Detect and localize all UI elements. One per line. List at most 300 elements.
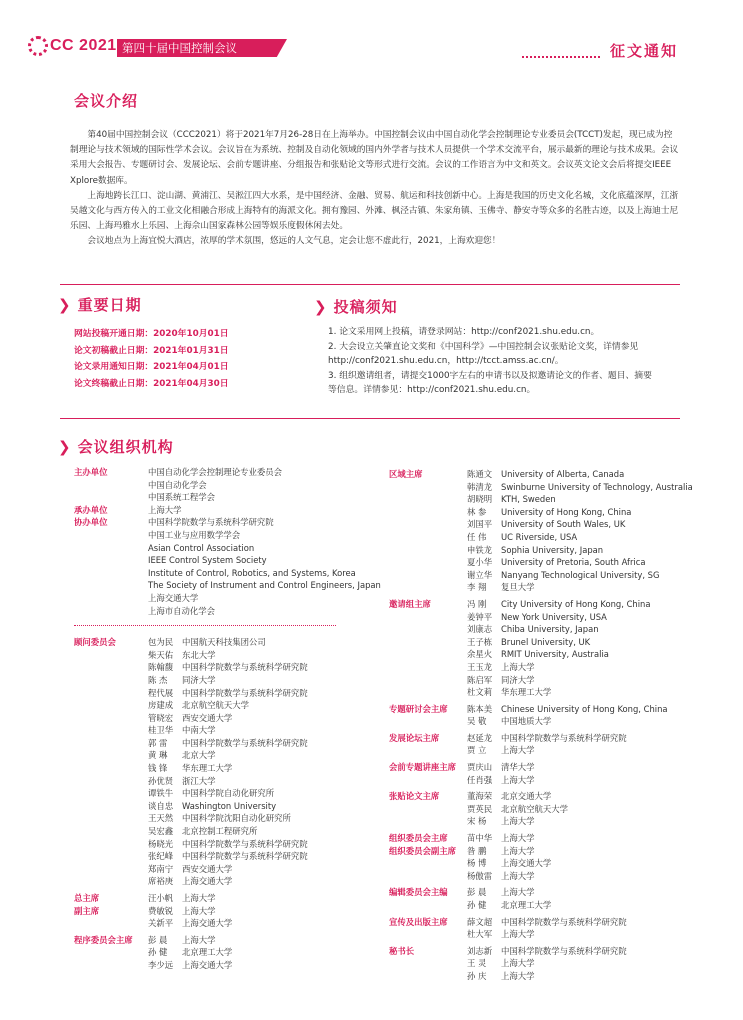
person-row [389, 468, 719, 481]
person-name: 谈自忠 [148, 800, 174, 811]
person-name: 孙 健 [148, 947, 168, 958]
person-affiliation: 华东理工大学 [501, 687, 552, 698]
person-row [74, 800, 374, 813]
role-label: 组织委员会副主席 [389, 845, 456, 856]
person-affiliation: 上海大学 [501, 958, 535, 969]
person-affiliation: 中国科学院数学与系统科学研究院 [501, 945, 627, 956]
person-name: 苗中华 [467, 833, 493, 844]
role-label: 程序委员会主席 [74, 934, 133, 945]
person-name: 陈通文 [467, 469, 493, 479]
logo-text: CC 2021 [50, 37, 117, 54]
role-label [74, 946, 148, 959]
person-row [389, 636, 719, 649]
person-name: 董海荣 [467, 791, 493, 802]
role-label: 总主席 [74, 893, 100, 903]
person-row [389, 899, 719, 912]
submission-list [328, 325, 658, 398]
person-affiliation: 上海大学 [182, 934, 216, 945]
dotted-divider [74, 625, 336, 626]
dotted-divider [522, 56, 600, 58]
person-name: 柴天佑 [148, 649, 174, 660]
person-affiliation: 复旦大学 [501, 582, 535, 593]
person-row [389, 715, 719, 728]
role-label [74, 649, 148, 662]
person-name: 程代展 [148, 687, 174, 698]
sponsor-name: The Society of Instrument and Control Engineers, Japan [148, 580, 381, 591]
person-name: 钱 锋 [148, 763, 168, 774]
person-name: 吴宏鑫 [148, 826, 174, 837]
person-name: 吴 敬 [467, 716, 487, 727]
person-affiliation: 上海大学 [501, 774, 535, 785]
sponsor-name: 中国自动化学会控制理论专业委员会 [148, 467, 282, 477]
person-row [389, 886, 719, 899]
person-affiliation: University of Pretoria, South Africa [501, 557, 646, 568]
role-label: 专题研讨会主席 [389, 703, 448, 714]
person-name: 汪小帆 [148, 893, 174, 903]
org-left-column [74, 466, 381, 976]
person-row [74, 946, 374, 959]
person-affiliation: 上海交通大学 [182, 959, 233, 970]
person-affiliation: 北京航空航天大学 [182, 700, 249, 711]
sponsor-name: 中国科学院数学与系统科学研究院 [148, 517, 274, 528]
person-name: 刘康志 [467, 624, 493, 635]
person-name: 席裕庚 [148, 876, 174, 887]
person-row [389, 815, 719, 828]
role-label [389, 556, 467, 569]
person-affiliation: Brunel University, UK [501, 636, 591, 647]
role-label: 组织委员会主席 [389, 833, 448, 844]
role-label [389, 493, 467, 506]
person-row [389, 732, 719, 745]
person-name: 谢立华 [467, 569, 493, 580]
person-row [389, 598, 719, 611]
role-label [389, 899, 467, 912]
person-row [74, 712, 374, 725]
person-row [74, 850, 374, 863]
role-label [389, 569, 467, 582]
page-header [0, 0, 743, 70]
intro-body [70, 128, 680, 250]
person-affiliation: 上海大学 [501, 870, 535, 881]
role-label [389, 870, 467, 883]
person-name: 关新平 [148, 918, 174, 929]
role-label [389, 531, 467, 544]
person-name: 王玉龙 [467, 661, 493, 672]
person-affiliation: Washington University [182, 800, 277, 811]
person-name: 王子栋 [467, 636, 493, 647]
intro-paragraph: 上海地跨长江口、淀山湖、黄浦江、吴淞江四大水系，是中国经济、金融、贸易、航运和科技创新中心。上海是我国的历史文化名城，文化底蕴深厚，江浙吴越文化与西方传入的工业文化相融合形成上海特有的海派文化。拥有豫园、外滩、枫泾古镇、朱家角镇、玉佛寺、静安寺等众多的名胜古迹，以及上海迪士尼乐园、上海玛雅水上乐园、上海佘山国家森林公园等娱乐度假休闲去处。 [70, 190, 679, 232]
person-affiliation: 北京理工大学 [182, 947, 233, 958]
person-name: 陈翰馥 [148, 662, 174, 673]
role-label [389, 774, 467, 787]
person-affiliation: 东北大学 [182, 649, 216, 660]
person-affiliation: Chinese University of Hong Kong, China [501, 703, 668, 714]
person-affiliation: New York University, USA [501, 611, 607, 622]
submission-item: 1. 论文采用网上投稿，请登录网站：http://conf2021.shu.edu.cn。 [328, 327, 600, 337]
person-name: 郑南宁 [148, 863, 174, 874]
person-name: 杨晓光 [148, 838, 174, 849]
person-affiliation: 北京交通大学 [501, 791, 552, 802]
person-affiliation: 上海大学 [501, 833, 535, 844]
role-label: 承办单位 [74, 504, 108, 515]
role-label: 顾问委员会 [74, 637, 116, 648]
date-item: 论文录用通知日期：2021年04月01日 [74, 362, 229, 373]
person-affiliation: University of Hong Kong, China [501, 506, 632, 517]
sponsor-row [74, 516, 374, 529]
person-name: 费敏锐 [148, 905, 174, 916]
person-affiliation: UC Riverside, USA [501, 531, 578, 542]
role-label [389, 518, 467, 531]
person-affiliation: 上海大学 [501, 970, 535, 981]
person-name: 张纪峰 [148, 851, 174, 862]
person-affiliation: City University of Hong Kong, China [501, 598, 651, 609]
person-name: 贾英民 [467, 803, 493, 814]
person-name: 林 参 [467, 506, 487, 517]
role-label [74, 812, 148, 825]
person-affiliation: 西安交通大学 [182, 712, 233, 723]
person-name: 彭 晨 [148, 934, 168, 945]
person-row [389, 774, 719, 787]
sponsor-name: IEEE Control System Society [148, 555, 267, 566]
person-row [389, 928, 719, 941]
sponsor-name: Asian Control Association [148, 542, 255, 553]
person-row [389, 744, 719, 757]
person-affiliation: 同济大学 [501, 674, 535, 685]
person-name: 任肖强 [467, 774, 493, 785]
person-affiliation: 同济大学 [182, 674, 216, 685]
person-affiliation: 中国科学院数学与系统科学研究院 [182, 838, 308, 849]
role-label [389, 611, 467, 624]
person-name: 夏小华 [467, 557, 493, 568]
submission-heading-text: 投稿须知 [333, 298, 398, 316]
chevron-right-icon: ❯ [58, 437, 72, 456]
person-affiliation: Swinburne University of Technology, Australia [501, 481, 693, 492]
role-label [74, 712, 148, 725]
person-affiliation: Sophia University, Japan [501, 544, 604, 555]
role-label [74, 687, 148, 700]
person-affiliation: KTH, Sweden [501, 494, 556, 505]
dates-list [74, 326, 229, 392]
person-name: 薛文超 [467, 916, 493, 927]
person-row [389, 686, 719, 699]
dates-heading-text: 重要日期 [77, 296, 142, 314]
person-row [74, 838, 374, 851]
role-label [389, 970, 467, 983]
role-label [389, 674, 467, 687]
intro-heading [74, 90, 138, 111]
person-row [389, 703, 719, 716]
person-name: 李少远 [148, 959, 174, 970]
person-affiliation: 中国航天科技集团公司 [182, 637, 266, 648]
org-heading [58, 436, 174, 457]
sponsor-name: 中国自动化学会 [148, 479, 207, 490]
person-row [389, 531, 719, 544]
sponsor-name: 中国工业与应用数学学会 [148, 529, 241, 540]
person-row [74, 892, 374, 905]
person-name: 余星火 [467, 649, 493, 660]
person-affiliation: 北京理工大学 [501, 900, 552, 910]
person-row [74, 724, 374, 737]
role-label [74, 542, 148, 555]
person-affiliation: 清华大学 [501, 762, 535, 773]
person-name: 贾庆山 [467, 762, 493, 773]
submission-item: 3. 组织邀请组者，请提交1000字左右的申请书以及拟邀请论文的作者、题目、摘要等信息。详情参见：http://conf2021.shu.edu.cn。 [328, 370, 652, 395]
person-name: 包为民 [148, 637, 174, 648]
role-label [389, 661, 467, 674]
org-heading-text: 会议组织机构 [77, 438, 174, 456]
person-name: 孙 健 [467, 900, 487, 910]
person-name: 陈启军 [467, 674, 493, 685]
person-name: 陈 杰 [148, 674, 168, 685]
person-affiliation: 华东理工大学 [182, 763, 233, 774]
person-row [74, 636, 374, 649]
person-row [74, 825, 374, 838]
person-name: 昝 鹏 [467, 845, 487, 856]
person-row [389, 623, 719, 636]
role-label: 发展论坛主席 [389, 732, 440, 743]
chevron-right-icon: ❯ [58, 295, 72, 314]
intro-heading-text: 会议介绍 [74, 92, 139, 110]
person-row [74, 649, 374, 662]
person-name: 杨傲雷 [467, 870, 493, 881]
person-affiliation: 北京大学 [182, 750, 216, 761]
role-label [74, 875, 148, 888]
submission-heading [314, 296, 398, 317]
person-row [389, 957, 719, 970]
role-label [74, 737, 148, 750]
person-name: 李 翔 [467, 582, 487, 593]
role-label [389, 803, 467, 816]
sponsor-row [74, 479, 374, 492]
person-affiliation: 北京航空航天大学 [501, 803, 568, 814]
person-affiliation: 中国科学院数学与系统科学研究院 [501, 916, 627, 927]
role-label [74, 749, 148, 762]
person-row [389, 674, 719, 687]
sponsor-row [74, 592, 374, 605]
intro-paragraph: 第40届中国控制会议（CCC2021）将于2021年7月26-28日在上海举办。中国控制会议由中国自动化学会控制理论专业委员会(TCCT)发起，现已成为控制理论与技术领域的国际性学术会议。会议旨在为系统、控制及自动化领域的国内外学者与技术人员提供一个学术交流平台，展示最新的理论与技术成果。会议采用大会报告、专题研讨会、发展论坛、会前专题讲座、分组报告和张贴论文等形式进行交流。会议的工作语言为中文和英文。会议英文论文会后将提交IEEE Xplore数据库。 [70, 130, 679, 186]
date-item: 论文终稿截止日期：2021年04月30日 [74, 378, 229, 389]
role-label: 编辑委员会主编 [389, 887, 448, 898]
person-affiliation: 上海交通大学 [182, 876, 233, 887]
person-row [74, 762, 374, 775]
role-label [74, 605, 148, 618]
role-label [74, 838, 148, 851]
role-label [74, 529, 148, 542]
sponsor-name: 中国系统工程学会 [148, 492, 215, 503]
person-affiliation: 中国科学院自动化研究所 [182, 788, 275, 799]
role-label [389, 506, 467, 519]
person-affiliation: 上海大学 [501, 661, 535, 672]
person-affiliation: 上海大学 [182, 905, 216, 916]
person-name: 杨 博 [467, 858, 487, 869]
sponsor-row [74, 466, 374, 479]
person-row [389, 569, 719, 582]
role-label [74, 775, 148, 788]
sponsor-row [74, 567, 374, 580]
role-label [389, 857, 467, 870]
person-name: 王天然 [148, 813, 174, 824]
person-name: 房建成 [148, 700, 174, 711]
banner-title: 第四十届中国控制会议 [122, 41, 237, 55]
person-row [389, 544, 719, 557]
person-affiliation: 上海大学 [501, 845, 535, 856]
role-label [74, 800, 148, 813]
role-label [74, 825, 148, 838]
person-name: 管晓宏 [148, 712, 174, 723]
role-label [389, 815, 467, 828]
person-row [74, 737, 374, 750]
person-affiliation: 中国科学院数学与系统科学研究院 [182, 687, 308, 698]
person-row [389, 648, 719, 661]
person-row [389, 970, 719, 983]
gear-icon [28, 36, 48, 56]
role-label [389, 686, 467, 699]
person-row [389, 493, 719, 506]
org-right-column [389, 468, 719, 987]
role-label: 秘书长 [389, 945, 415, 956]
role-label [74, 724, 148, 737]
person-affiliation: 上海大学 [501, 816, 535, 827]
person-affiliation: Chiba University, Japan [501, 624, 599, 635]
role-label [389, 481, 467, 494]
person-row [389, 481, 719, 494]
role-label [74, 567, 148, 580]
person-row [389, 661, 719, 674]
role-label: 宣传及出版主席 [389, 916, 448, 927]
person-row [74, 875, 374, 888]
person-row [389, 870, 719, 883]
person-name: 赵延龙 [467, 732, 493, 743]
role-label [389, 544, 467, 557]
person-row [389, 857, 719, 870]
person-row [389, 832, 719, 845]
role-label [389, 623, 467, 636]
person-row [389, 506, 719, 519]
role-label [389, 744, 467, 757]
role-label: 副主席 [74, 905, 100, 916]
group-gap [74, 972, 374, 976]
role-label [389, 581, 467, 594]
person-name: 刘国平 [467, 519, 493, 530]
divider [60, 418, 680, 419]
page-title: 征文通知 [610, 42, 679, 60]
person-row [74, 674, 374, 687]
date-item: 网站投稿开通日期：2020年10月01日 [74, 329, 229, 339]
person-row [74, 661, 374, 674]
sponsor-row [74, 579, 381, 592]
sponsor-row [74, 491, 374, 504]
role-label [74, 592, 148, 605]
person-affiliation: 中国科学院数学与系统科学研究院 [182, 662, 308, 673]
sponsor-row [74, 554, 374, 567]
person-row [389, 790, 719, 803]
date-item: 论文初稿截止日期：2021年01月31日 [74, 345, 229, 356]
role-label: 区域主席 [389, 469, 423, 479]
role-label [389, 636, 467, 649]
person-affiliation: 上海大学 [501, 745, 535, 756]
person-row [389, 945, 719, 958]
person-affiliation: 上海大学 [501, 887, 535, 898]
role-label [74, 661, 148, 674]
person-name: 胡晓明 [467, 494, 493, 505]
ccc-logo [28, 36, 117, 56]
person-affiliation: 西安交通大学 [182, 863, 233, 874]
person-affiliation: 上海大学 [501, 929, 535, 940]
person-affiliation: 上海大学 [182, 893, 216, 903]
person-affiliation: 中国地质大学 [501, 716, 552, 727]
role-label: 张贴论文主席 [389, 791, 440, 802]
sponsor-row [74, 529, 374, 542]
role-label [74, 554, 148, 567]
person-row [389, 761, 719, 774]
role-label [74, 491, 148, 504]
person-row [74, 959, 374, 972]
person-row [74, 917, 374, 930]
group-gap [389, 983, 719, 987]
person-row [389, 916, 719, 929]
person-row [389, 611, 719, 624]
person-name: 桂卫华 [148, 725, 174, 736]
divider [60, 284, 680, 285]
person-name: 刘志新 [467, 945, 493, 956]
role-label [74, 579, 148, 592]
sponsor-name: Institute of Control, Robotics, and Systems, Korea [148, 567, 356, 578]
person-row [74, 687, 374, 700]
person-name: 黄 琳 [148, 750, 168, 761]
person-affiliation: 上海交通大学 [182, 918, 233, 929]
person-row [389, 803, 719, 816]
role-label [74, 674, 148, 687]
person-row [389, 845, 719, 858]
intro-paragraph: 会议地点为上海宜悦大酒店，浓厚的学术氛围，悠远的人文气息，定会让您不虚此行，2021，上海欢迎您！ [87, 236, 501, 247]
person-affiliation: 上海交通大学 [501, 858, 552, 869]
person-row [74, 775, 374, 788]
person-name: 孙优贤 [148, 775, 174, 786]
role-label [74, 863, 148, 876]
person-affiliation: 中国科学院数学与系统科学研究院 [182, 851, 308, 862]
person-row [74, 905, 374, 918]
person-affiliation: 中南大学 [182, 725, 216, 736]
person-row [389, 556, 719, 569]
person-name: 谭铁牛 [148, 788, 174, 799]
person-row [74, 934, 374, 947]
person-name: 姜钟平 [467, 611, 493, 622]
submission-item: 2. 大会设立关肇直论文奖和《中国科学》—中国控制会议张贴论文奖，详情参见 http://conf2021.shu.edu.cn，http://tcct.amss.ac.cn/。 [328, 341, 639, 366]
person-affiliation: Nanyang Technological University, SG [501, 569, 660, 580]
role-label: 会前专题讲座主席 [389, 762, 456, 773]
person-name: 冯 刚 [467, 598, 487, 609]
role-label [74, 787, 148, 800]
person-row [74, 787, 374, 800]
person-affiliation: University of South Wales, UK [501, 519, 626, 530]
role-label [74, 479, 148, 492]
sponsor-row [74, 605, 374, 618]
role-label [389, 715, 467, 728]
sponsor-name: 上海交通大学 [148, 592, 199, 603]
person-affiliation: 中国科学院沈阳自动化研究所 [182, 813, 291, 824]
person-affiliation: 浙江大学 [182, 775, 216, 786]
person-row [74, 699, 374, 712]
person-name: 申铁龙 [467, 544, 493, 555]
role-label [389, 928, 467, 941]
person-name: 陈本美 [467, 703, 493, 714]
person-name: 彭 晨 [467, 887, 487, 898]
person-row [74, 749, 374, 762]
person-affiliation: 北京控制工程研究所 [182, 826, 258, 837]
role-label [74, 762, 148, 775]
sponsor-row [74, 504, 374, 517]
dates-heading [58, 294, 142, 315]
